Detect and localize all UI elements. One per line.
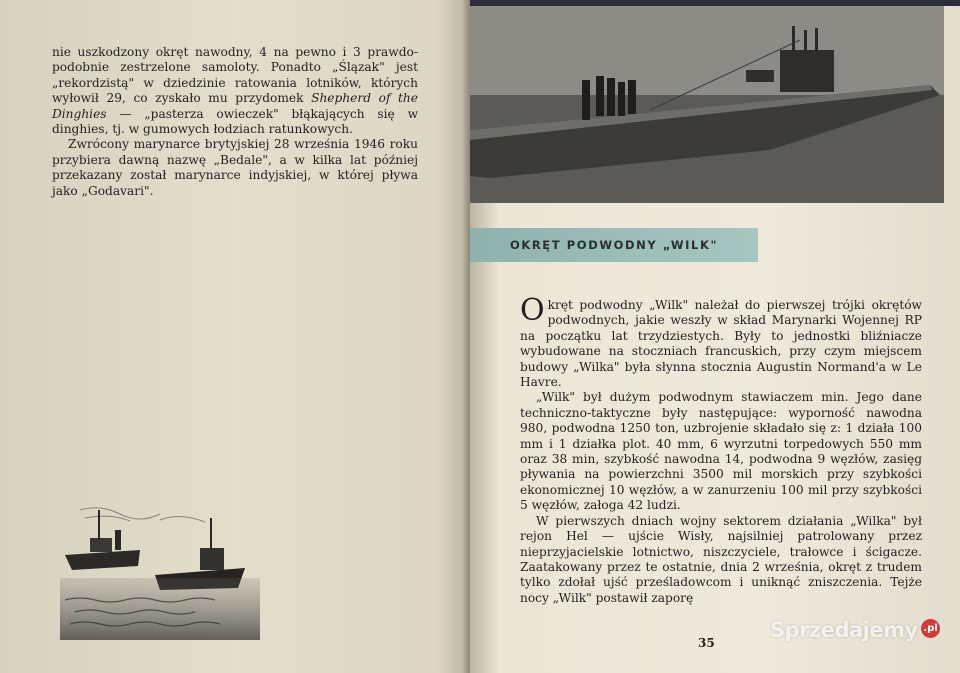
watermark-badge-icon: .pl — [921, 619, 940, 638]
left-page — [0, 0, 470, 673]
periscope-2 — [804, 30, 807, 54]
periscope-1 — [792, 26, 795, 52]
text-span: — „pasterza owieczek" błąkających się w dinghies, tj. w gumowych łodziach ratunkowych. — [52, 106, 418, 137]
ship-mast-left — [98, 510, 100, 540]
drop-cap: O — [520, 293, 545, 328]
text-span: Zwrócony marynarce brytyjskiej 28 września 1946 roku przybiera dawną nazwę „Bedale", a w kilka lat później przekazany został marynarce indyjskiej, w której pływa jako „Godavari". — [52, 137, 418, 198]
right-paragraph-3: W pierwszych dniach wojny sektorem działania „Wilka" był rejon Hel — ujście Wisły, najsilniej patrolowany przez nieprzyjacielskie lotnictwo, niszczyciele, trałowce i ścigacze. Zaatakowany przez te ostatnie, dnia 2 września, okręt z trudem tylko zdołał ujść prześladowcom i uniknąć zniszczenia. Tejże nocy „Wilk" postawił zaporę — [520, 513, 922, 605]
submarine-conning-tower — [780, 50, 834, 92]
deck-gun — [746, 70, 774, 82]
page-number: 35 — [698, 636, 715, 650]
sea-waves — [60, 578, 260, 640]
background-strip — [470, 0, 960, 6]
right-paragraph-2: „Wilk" był dużym podwodnym stawiaczem min. Jego dane techniczno-taktyczne były następujące: wyporność nawodna 980, podwodna 1250 ton, uzbrojenie składało się z: 1 działa 100 mm i 1 działka plot. 40 mm, 6 wyrzutni torpedowych 550 mm oraz 38 min, szybkość nawodna 14, podwodna 9 węzłów, zasięg pływania na powierzchni 3500 mil morskich przy szybkości ekonomicznej 10 węzłów, a w zanurzeniu 100 mil przy szybkości 5 węzłów, załoga 42 ludzi. — [520, 390, 922, 513]
right-page — [470, 0, 960, 673]
section-title-band — [470, 228, 758, 262]
text-span: nie uszkodzony okręt nawodny, 4 na pewno i 3 prawdo-podobnie zestrzelone samoloty. Ponadto „Ślązak" jest „rekordzistą" w dziedzinie ratowania lotników, których wyłowił 29, co zyskało mu przydomek — [52, 45, 418, 106]
left-paragraph-1 — [52, 45, 418, 137]
ships-sketch-illustration — [60, 500, 260, 640]
ship-funnel-left — [115, 530, 121, 550]
left-text-block — [52, 45, 418, 199]
paragraph-text: kręt podwodny „Wilk" należał do pierwszej trójki okrętów podwodnych, jakie weszły w skład Marynarki Wojennej RP na początku lat trzydziestych. Były to jednostki bliźniacze wybudowane na stoczniach francuskich, przy czym miejscem budowy „Wilka" była słynna stocznia Augustin Normand'a w Le Havre. — [520, 298, 922, 390]
left-paragraph-2 — [52, 137, 418, 199]
periscope-3 — [815, 28, 818, 52]
right-paragraph-1 — [520, 293, 922, 390]
italic-text-span: Shepherd of the Dinghies — [52, 91, 418, 121]
ship-superstructure-left — [90, 538, 112, 552]
section-title: OKRĘT PODWODNY „WILK" — [509, 238, 719, 252]
watermark-logo: Sprzedajemy — [770, 618, 918, 642]
submarine-illustration — [470, 0, 944, 203]
ship-mast-right — [210, 518, 212, 550]
submarine-photo — [470, 0, 944, 203]
right-text-block — [520, 293, 922, 606]
ship-hull-left — [65, 550, 140, 570]
ship-superstructure-right — [200, 548, 224, 570]
